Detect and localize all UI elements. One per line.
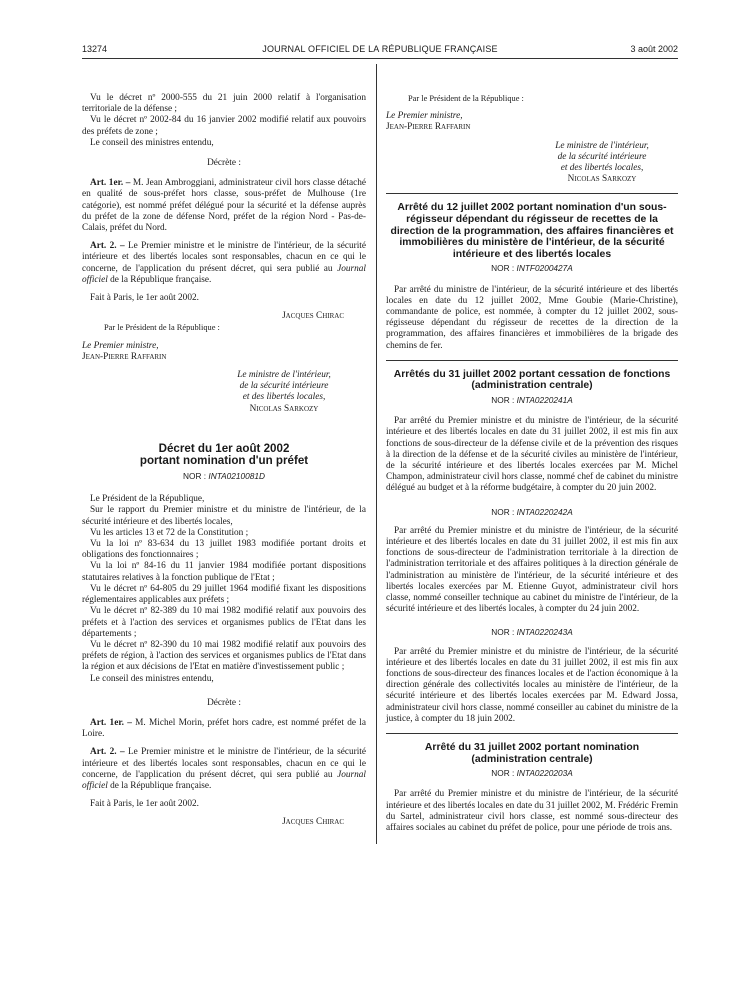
arrete-title: Arrêté du 12 juillet 2002 portant nomination d'un sous-régisseur dépendant du régisseur de recettes de la direction de la programmation, des affaires financières et immobilières du ministère de l'intérieur, de la sécurité intérieure et des libertés locales — [390, 202, 674, 260]
journal-officiel-ref: Journal officiel — [82, 769, 366, 791]
arrete-nor — [386, 507, 678, 518]
nor-label: NOR : — [491, 506, 515, 517]
minister-name: Nicolas Sarkozy — [567, 174, 637, 185]
arrete-text: Par arrêté du Premier ministre et du ministre de l'intérieur, de la sécurité intérieure et des libertés locales en date du 31 juillet 2002, M. Frédéric Fremin du Sartel, administrateur civil hors classe, est nommé sous-directeur des affaires sociales au cabinet du préfet de police, pour une période de trois ans. — [386, 789, 678, 834]
issue-date: 3 août 2002 — [630, 44, 678, 54]
arrete-nor — [386, 768, 678, 779]
article-text: M. Jean Ambroggiani, administrateur civil hors classe détaché en qualité de sous-préfet hors classe, sous-préfet de Mulhouse (1re catégorie), est nommé préfet délégué pour la sécurité et la défense auprès du préfet de la zone de défense Nord, préfet de la région Nord - Pas-de-Calais, préfet du Nord. — [82, 178, 366, 234]
nor-code: INTA0220243A — [516, 627, 573, 638]
decret-body-paragraph: Vu la loi nº 84-16 du 11 janvier 1984 modifiée portant dispositions statutaires relatives à la fonction publique de l'Etat ; — [82, 561, 366, 583]
nor-label: NOR : — [491, 395, 515, 405]
decret-body-paragraph: Sur le rapport du Premier ministre et du ministre de l'intérieur, de la sécurité intérieure et des libertés locales, — [82, 505, 366, 527]
article-2 — [82, 241, 366, 286]
par-president: Par le Président de la République : — [104, 323, 220, 333]
section-separator — [386, 360, 678, 361]
article-2 — [82, 747, 366, 792]
article-text: Le Premier ministre et le ministre de l'intérieur, de la sécurité intérieure et des libertés locales sont responsables, chacun en ce qui le concerne, de l'application du présent décret, qui sera publié au — [82, 747, 367, 780]
decret-body-paragraph: Vu la loi nº 83-634 du 13 juillet 1983 modifiée portant droits et obligations des fonctionnaires ; — [82, 539, 366, 561]
article-text: Le Premier ministre et le ministre de l'intérieur, de la sécurité intérieure et des libertés locales sont responsables, chacun en ce qui le concerne, de l'application du présent décret, qui sera publié au — [82, 241, 367, 274]
arrete-text: Par arrêté du Premier ministre et du ministre de l'intérieur, de la sécurité intérieure et des libertés locales en date du 31 juillet 2002, il est mis fin aux fonctions de sous-directeur des finances locales et de l'action économique à la direction générale des collectivités locales au ministère de l'intérieur, de la sécurité intérieure et des libertés locales exercées par M. Edward Jossa, administrateur civil hors classe, nommé conseiller au cabinet du ministre de la justice, à compter du 18 juin 2002. — [386, 646, 678, 724]
article-label: Art. 2. – — [90, 241, 125, 252]
fait-line: Fait à Paris, le 1er août 2002. — [90, 799, 199, 810]
header-rule — [82, 58, 678, 59]
page-number: 13274 — [82, 44, 108, 54]
arrete-nor — [386, 263, 678, 274]
article-text: de la République française. — [110, 780, 212, 791]
arrete-text: Par arrêté du Premier ministre et du ministre de l'intérieur, de la sécurité intérieure et des libertés locales en date du 31 juillet 2002, il est mis fin aux fonctions de sous-directeur de la défense civile et de la prévention des risques à la direction de la défense et de la sécurité civiles au ministère de l'intérieur, de la sécurité intérieure et des libertés locales exercées par M. Michel Champon, administrateur civil hors classe, nommé chef de cabinet du ministre délégué au budget et à la réforme budgétaire, à compter du 20 juin 2002. — [386, 416, 678, 494]
arrete-title: Arrêté du 31 juillet 2002 portant nomination — [424, 742, 640, 754]
arrete-nor — [386, 395, 678, 406]
decret-nor — [82, 471, 366, 482]
decret-body-paragraph: Vu le décret nº 82-389 du 10 mai 1982 modifié relatif aux pouvoirs des préfets et à l'action des services et organismes publics de l'Etat dans les départements ; — [82, 606, 366, 639]
article-1 — [82, 178, 366, 234]
premier-ministre-title: Le Premier ministre, — [386, 111, 463, 122]
nor-code: INTA0220203A — [516, 768, 573, 779]
section-separator — [386, 193, 678, 194]
article-1 — [82, 718, 366, 740]
section-separator — [386, 733, 678, 734]
arrete-text: Par arrêté du Premier ministre et du ministre de l'intérieur, de la sécurité intérieure et des libertés locales en date du 31 juillet 2002, il est mis fin aux fonctions de sous-directeur de l'administration territoriale à la direction de l'administration territoriale et des affaires politiques à la direction générale de l'administration au ministère de l'intérieur, de la sécurité intérieure et des libertés locales exercées par M. Etienne Guyot, administrateur civil hors classe, nommé conseiller technique au cabinet du ministre de l'intérieur, de la sécurité intérieure et des libertés locales, à compter du 24 juin 2002. — [386, 525, 678, 615]
nor-code: INTA0210081D — [208, 471, 265, 482]
minister-line: de la sécurité intérieure — [557, 151, 647, 162]
article-label: Art. 2. – — [90, 747, 125, 758]
nor-code: INTF0200427A — [516, 263, 573, 274]
journal-title: JOURNAL OFFICIEL DE LA RÉPUBLIQUE FRANÇAISE — [262, 44, 498, 54]
par-president: Par le Président de la République : — [408, 94, 524, 103]
journal-officiel-ref: Journal officiel — [82, 263, 366, 285]
left-column — [82, 93, 366, 829]
article-label: Art. 1er. – — [90, 178, 131, 189]
premier-ministre-name: Jean-Pierre Raffarin — [386, 122, 471, 133]
arrete-subtitle: (administration centrale) — [471, 753, 593, 765]
minister-line: et des libertés locales, — [242, 392, 326, 403]
minister-name: Nicolas Sarkozy — [249, 403, 319, 414]
decret-title: Décret du 1er août 2002 — [158, 441, 290, 455]
article-text: de la République française. — [110, 274, 212, 285]
right-column — [386, 93, 678, 834]
nor-code: INTA0220242A — [516, 506, 573, 517]
decrete-label: Décrète : — [207, 697, 241, 708]
nor-label: NOR : — [491, 263, 515, 274]
decret-body-paragraph: Le conseil des ministres entendu, — [90, 673, 214, 684]
arrete-subtitle: (administration centrale) — [471, 380, 593, 392]
intro-paragraph: Vu le décret nº 2002-84 du 16 janvier 2002 modifié relatif aux pouvoirs des préfets de zone ; — [82, 115, 366, 137]
arrete-title: Arrêtés du 31 juillet 2002 portant cessation de fonctions — [393, 368, 671, 380]
arrete-text: Par arrêté du ministre de l'intérieur, de la sécurité intérieure et des libertés locales en date du 12 juillet 2002, Mme Goubie (Marie-Christine), commandante de police, est nommée, à compter du 12 juillet 2002, sous-régisseuse dépendant du régisseur de recettes de la direction de la programmation, des affaires financières et immobilières de la brigade des chemins de fer. — [386, 284, 678, 351]
decret-body-paragraph: Le Président de la République, — [90, 494, 205, 505]
minister-signature — [386, 141, 678, 186]
nor-label: NOR : — [491, 768, 515, 779]
nor-label: NOR : — [183, 471, 207, 482]
nor-label: NOR : — [491, 627, 515, 638]
premier-ministre-name: Jean-Pierre Raffarin — [82, 351, 167, 362]
fait-line: Fait à Paris, le 1er août 2002. — [90, 293, 199, 304]
article-label: Art. 1er. – — [90, 717, 132, 728]
minister-line: et des libertés locales, — [560, 163, 644, 174]
article-text: M. Michel Morin, préfet hors cadre, est nommé préfet de la Loire. — [82, 717, 367, 740]
decret-subtitle: portant nomination d'un préfet — [139, 454, 309, 468]
premier-ministre-title: Le Premier ministre, — [82, 340, 159, 351]
signer-name: Jacques Chirac — [282, 817, 344, 828]
minister-line: Le ministre de l'intérieur, — [237, 370, 331, 381]
minister-line: de la sécurité intérieure — [239, 381, 329, 392]
nor-code: INTA0220241A — [516, 395, 573, 405]
column-divider — [376, 64, 377, 844]
decrete-label: Décrète : — [207, 158, 241, 169]
intro-paragraph: Vu le décret nº 2000-555 du 21 juin 2000 relatif à l'organisation territoriale de la défense ; — [82, 93, 366, 115]
signer-name: Jacques Chirac — [282, 311, 344, 322]
minister-signature — [82, 370, 366, 415]
arrete-nor — [386, 627, 678, 638]
decret-heading — [82, 443, 366, 482]
decret-body-paragraph: Vu les articles 13 et 72 de la Constitution ; — [90, 527, 249, 538]
minister-line: Le ministre de l'intérieur, — [555, 140, 649, 151]
decret-body-paragraph: Vu le décret nº 64-805 du 29 juillet 1964 modifié fixant les dispositions réglementaires applicables aux préfets ; — [82, 583, 366, 606]
intro-paragraph: Le conseil des ministres entendu, — [90, 137, 214, 148]
decret-body-paragraph: Vu le décret nº 82-390 du 10 mai 1982 modifié relatif aux pouvoirs des préfets de région, à l'action des services et organismes publics de l'Etat dans la région et aux décisions de l'Etat en matière d'investissement public ; — [82, 639, 366, 673]
